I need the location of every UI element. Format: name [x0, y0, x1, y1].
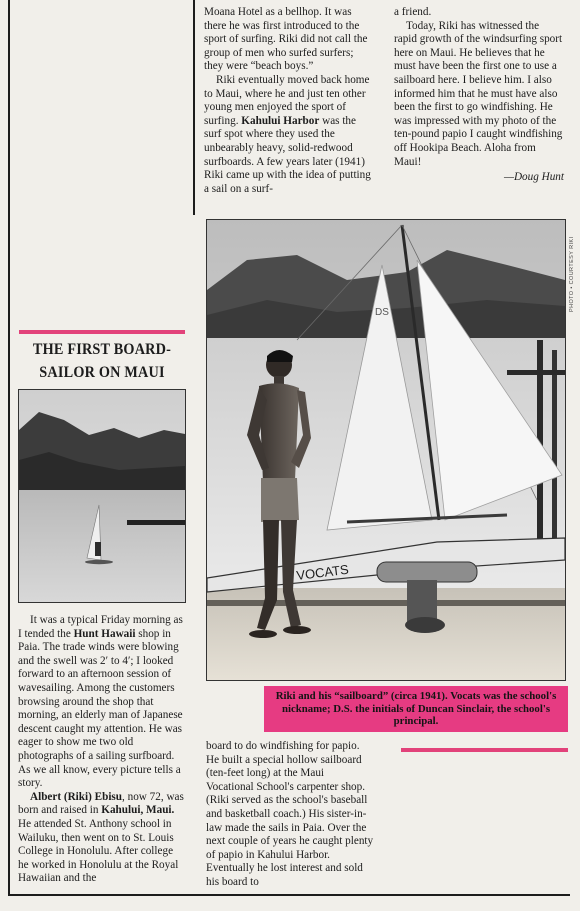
- photo-credit: PHOTO • COURTESY RIKI: [569, 236, 575, 312]
- main-photo: [206, 219, 566, 681]
- top-middle-column: [204, 6, 372, 196]
- place-name-bold: Kahului Harbor: [241, 114, 320, 127]
- main-photo-image: [207, 220, 565, 680]
- text-span: It was a typical Friday morning as I tended the: [18, 614, 183, 640]
- text-span: He attended St. Anthony school in Wailuku, then went on to St. Louis College in Honolulu. After college he worked in Honolulu at the Royal Hawaiian and the: [18, 817, 179, 885]
- sidebar-paragraph-1: [18, 614, 186, 791]
- place-name: Kahului, Maui.: [101, 804, 175, 817]
- sidebar-headline: [24, 338, 180, 384]
- headline-line-1: THE FIRST BOARD-: [32, 341, 172, 358]
- sidebar-text-column: [18, 614, 186, 886]
- photo-caption: Riki and his “sailboard” (circa 1941). Vocats was the school's nickname; D.S. the initials of Duncan Sinclair, the school's principal.: [264, 686, 568, 732]
- top-right-paragraph-2: Today, Riki has witnessed the rapid growth of the windsurfing sport here on Maui. He believes that he must have been the first one to use a sailboard here. I believe him. I also informed him that he must have also been the first to go windfishing. He was impressed with my photo of the ten-pound papio I caught windfishing off Hookipa Beach. Aloha from Maui!: [394, 19, 563, 168]
- top-middle-paragraph-1: Moana Hotel as a bellhop. It was there he was first introduced to the sport of surfing. Riki did not call the group of men who surfed surfers; they were “beach boys.”: [204, 6, 368, 73]
- bottom-middle-column: [206, 740, 374, 890]
- board-text: VOCATS: [295, 561, 350, 583]
- frame-bottom-line: [8, 894, 570, 896]
- top-middle-paragraph-2: [204, 74, 372, 196]
- sail-mark-text: DS: [375, 307, 389, 318]
- caption-bottom-rule: [401, 748, 568, 752]
- text-span: shop in Paia. The trade winds were blowing and the swell was 2′ to 4′; I looked forward to an afternoon session of wavesailing. Among the customers browsing around the shop that morning, an elderly man of Japanese descent caught my attention. He was eager to show me two old photographs of a sailing surfboard. As we all know, every picture tells a story.: [18, 627, 183, 790]
- shop-name: Hunt Hawaii: [73, 627, 136, 640]
- text-span: Riki eventually moved back home to Maui, where he and just ten other young men enjoyed the sport of surfing.: [204, 73, 370, 127]
- text-span: was the surf spot where they used the unbearably heavy, solid-redwood surfboards. A few years later (1941) Riki came up with the idea of putting a sail on a surf-: [204, 114, 371, 195]
- frame-left-line: [8, 0, 10, 895]
- small-photo-image: [19, 390, 185, 602]
- author-signature: —Doug Hunt: [504, 171, 564, 184]
- sidebar-top-rule: [19, 330, 185, 334]
- headline-line-2: SAILOR ON MAUI: [39, 364, 165, 381]
- subject-name: Albert (Riki) Ebisu: [30, 790, 122, 803]
- frame-top-line: [193, 0, 195, 215]
- top-right-column: [394, 6, 564, 185]
- small-photo: [18, 389, 186, 603]
- sidebar-paragraph-2: [18, 791, 186, 886]
- bottom-middle-paragraph: board to do windfishing for papio. He built a special hollow sailboard (ten-feet long) at the Maui Vocational School's carpenter shop. (Riki served as the school's baseball and basketball coach.) His sister-in-law made the sails in Paia. Over the next couple of years he caught plenty of papio in Kahului Harbor. Eventually he lost interest and sold his board to: [206, 740, 374, 888]
- top-right-paragraph-1: a friend.: [394, 6, 432, 18]
- text-span: , now 72, was born and raised in: [18, 790, 184, 817]
